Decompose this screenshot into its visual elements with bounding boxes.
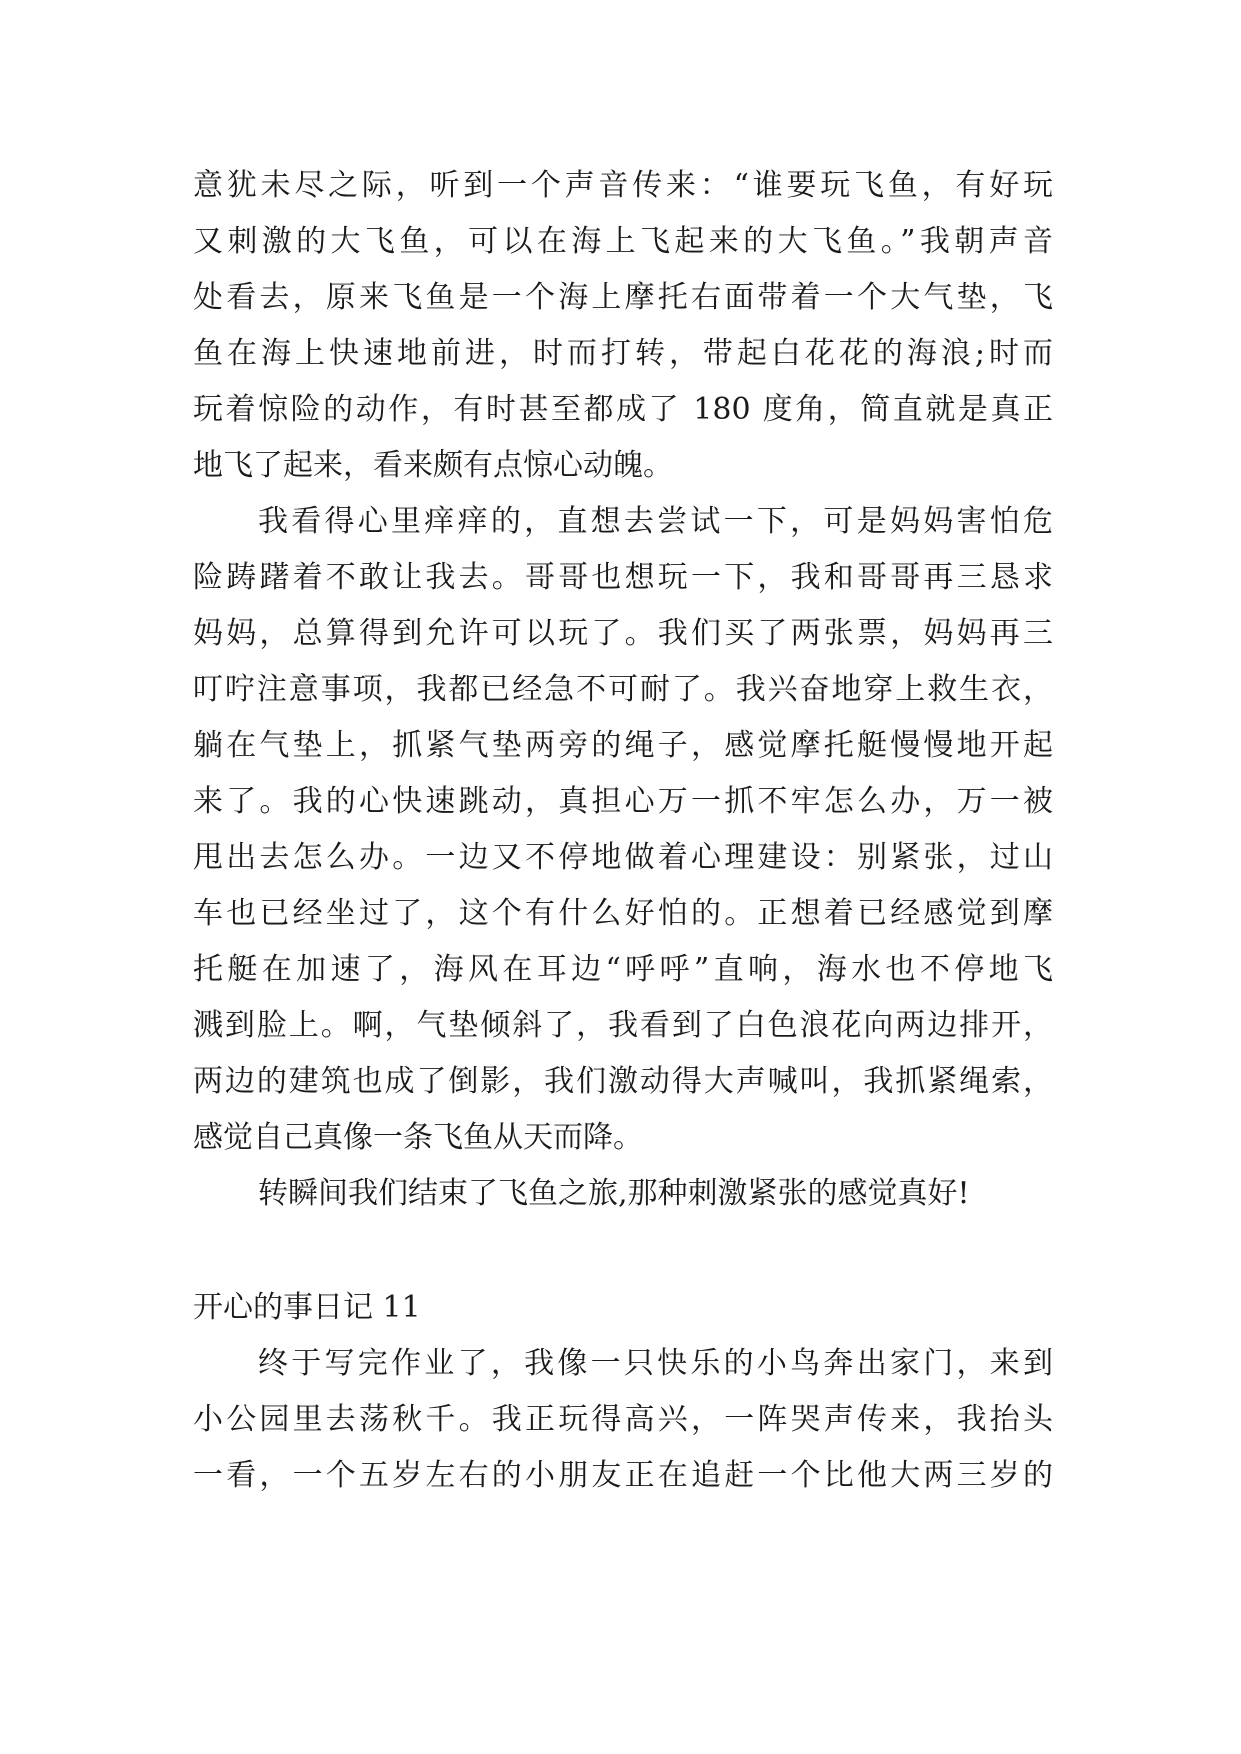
paragraph-1-line-3: 处看去，原来飞鱼是一个海上摩托右面带着一个大气垫，飞 — [193, 280, 1053, 315]
paragraph-2-line-12: 感觉自己真像一条飞鱼从天而降。 — [193, 1120, 643, 1155]
paragraph-1-line-4: 鱼在海上快速地前进，时而打转，带起白花花的海浪;时而 — [193, 336, 1053, 371]
paragraph-2-line-2: 险踌躇着不敢让我去。哥哥也想玩一下，我和哥哥再三恳求 — [193, 560, 1053, 595]
paragraph-1-line-2: 又刺激的大飞鱼，可以在海上飞起来的大飞鱼。”我朝声音 — [193, 224, 1053, 259]
paragraph-2-line-4: 叮咛注意事项，我都已经急不可耐了。我兴奋地穿上救生衣， — [193, 672, 1053, 707]
paragraph-4-line-1: 终于写完作业了，我像一只快乐的小鸟奔出家门，来到 — [258, 1346, 1053, 1381]
paragraph-2-line-10: 溅到脸上。啊，气垫倾斜了，我看到了白色浪花向两边排开， — [193, 1008, 1053, 1043]
paragraph-1-line-1: 意犹未尽之际，听到一个声音传来：“谁要玩飞鱼，有好玩 — [193, 168, 1053, 203]
paragraph-2-line-5: 躺在气垫上，抓紧气垫两旁的绳子，感觉摩托艇慢慢地开起 — [193, 728, 1053, 763]
paragraph-2-line-3: 妈妈，总算得到允许可以玩了。我们买了两张票，妈妈再三 — [193, 616, 1053, 651]
paragraph-4-line-2: 小公园里去荡秋千。我正玩得高兴，一阵哭声传来，我抬头 — [193, 1402, 1053, 1437]
paragraph-4-line-3: 一看，一个五岁左右的小朋友正在追赶一个比他大两三岁的 — [193, 1458, 1053, 1493]
paragraph-3-line-1: 转瞬间我们结束了飞鱼之旅,那种刺激紧张的感觉真好! — [258, 1176, 970, 1211]
paragraph-1-line-5: 玩着惊险的动作，有时甚至都成了 180 度角，简直就是真正 — [193, 392, 1053, 427]
section-heading: 开心的事日记 11 — [193, 1290, 421, 1325]
paragraph-2-line-11: 两边的建筑也成了倒影，我们激动得大声喊叫，我抓紧绳索， — [193, 1064, 1053, 1099]
paragraph-2-line-1: 我看得心里痒痒的，直想去尝试一下，可是妈妈害怕危 — [258, 504, 1053, 539]
paragraph-2-line-9: 托艇在加速了，海风在耳边“呼呼”直响，海水也不停地飞 — [193, 952, 1053, 987]
paragraph-2-line-6: 来了。我的心快速跳动，真担心万一抓不牢怎么办，万一被 — [193, 784, 1053, 819]
paragraph-2-line-7: 甩出去怎么办。一边又不停地做着心理建设：别紧张，过山 — [193, 840, 1053, 875]
paragraph-2-line-8: 车也已经坐过了，这个有什么好怕的。正想着已经感觉到摩 — [193, 896, 1053, 931]
paragraph-1-line-6: 地飞了起来，看来颇有点惊心动魄。 — [193, 448, 673, 483]
